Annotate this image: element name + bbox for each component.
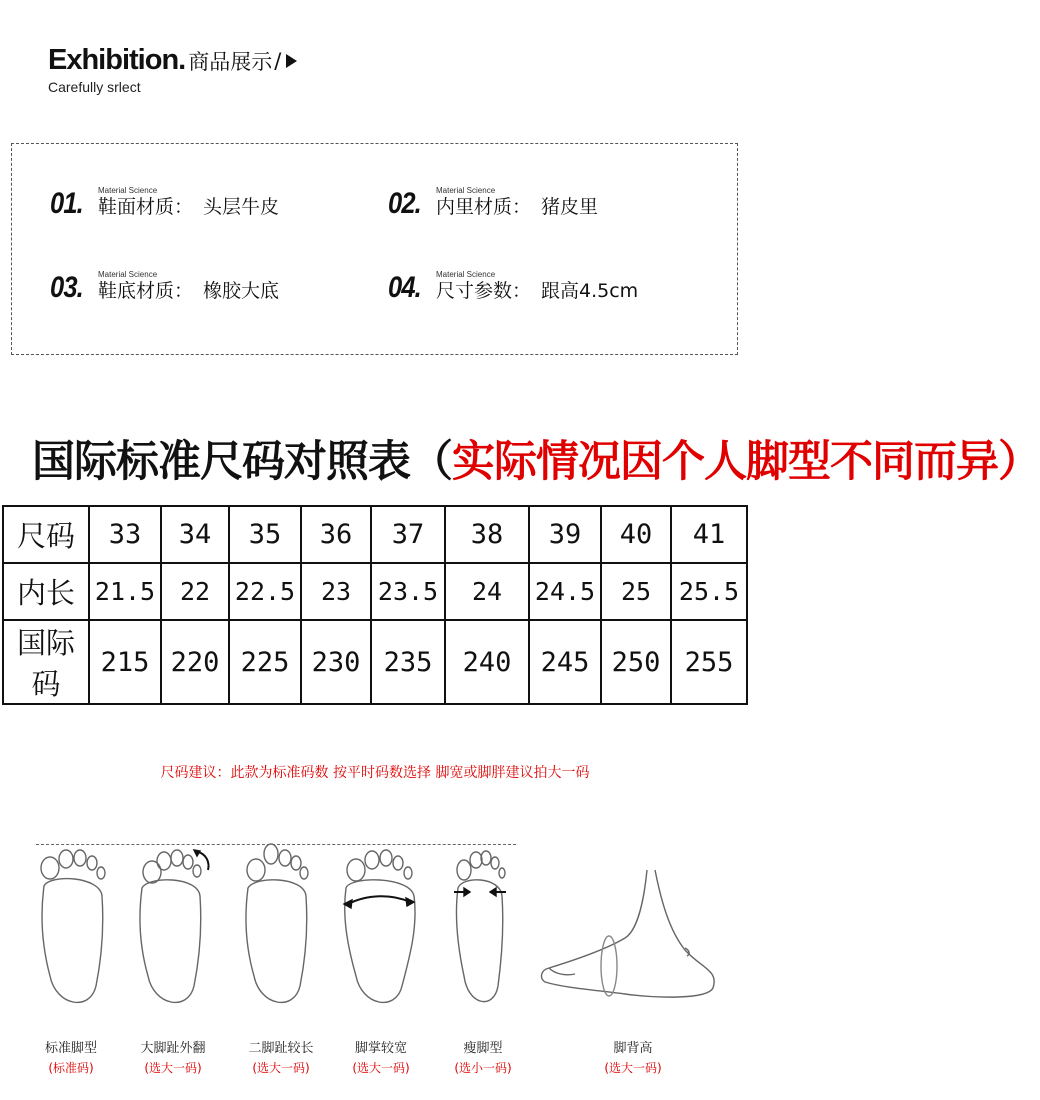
table-cell: 22: [161, 563, 229, 620]
table-cell: 24: [445, 563, 529, 620]
table-row-size: [3, 506, 747, 563]
foot-type-tip: (选小一码): [454, 1061, 512, 1075]
spec-value: 跟高4.5cm: [541, 280, 639, 302]
table-cell: 250: [601, 620, 671, 704]
foot-type-label: [16, 1040, 126, 1078]
foot-type-tip: (选大一码): [144, 1061, 202, 1075]
spec-label: 尺寸参数：: [436, 280, 532, 302]
table-row-inner-length: [3, 563, 747, 620]
row-head: 国际码: [3, 620, 89, 704]
spec-tiny-caption: Material Science: [436, 270, 496, 279]
table-cell: 235: [371, 620, 445, 704]
header-title-dot: .: [178, 44, 187, 76]
table-cell: 230: [301, 620, 371, 704]
table-cell: 25.5: [671, 563, 747, 620]
spec-tiny-caption: Material Science: [98, 270, 158, 279]
header-subtitle: Carefully srlect: [48, 79, 141, 95]
table-cell: 24.5: [529, 563, 601, 620]
table-cell: 240: [445, 620, 529, 704]
foot-type-label: [226, 1040, 336, 1078]
foot-type-tip: (选大一码): [252, 1061, 310, 1075]
spec-number: 01.: [50, 187, 83, 220]
foot-outline-icon: [440, 846, 526, 1016]
table-row-intl-size: [3, 620, 747, 704]
spec-label: 鞋底材质：: [98, 280, 194, 302]
table-cell: 38: [445, 506, 529, 563]
table-cell: 33: [89, 506, 161, 563]
play-triangle-icon: [286, 54, 297, 68]
foot-type-name: 脚掌较宽: [354, 1041, 407, 1056]
foot-type-name: 大脚趾外翻: [140, 1041, 206, 1056]
table-cell: 225: [229, 620, 301, 704]
foot-outline-icon: [236, 846, 322, 1016]
spec-label: 内里材质：: [436, 196, 532, 218]
spec-number: 02.: [388, 187, 421, 220]
toe-guide-line: [36, 844, 516, 845]
foot-type-label: [428, 1040, 538, 1078]
table-cell: 23.5: [371, 563, 445, 620]
table-cell: 41: [671, 506, 747, 563]
spec-tiny-caption: Material Science: [98, 186, 158, 195]
table-cell: 35: [229, 506, 301, 563]
table-cell: 39: [529, 506, 601, 563]
table-cell: 245: [529, 620, 601, 704]
table-cell: 40: [601, 506, 671, 563]
page-header: [48, 44, 688, 104]
table-cell: 21.5: [89, 563, 161, 620]
size-chart-title-main: 国际标准尺码对照表（: [32, 436, 452, 487]
spec-value: 猪皮里: [541, 196, 599, 218]
foot-type-label: [118, 1040, 228, 1078]
table-cell: 37: [371, 506, 445, 563]
table-cell: 34: [161, 506, 229, 563]
spec-number: 03.: [50, 271, 83, 304]
spec-item-sole: [50, 270, 279, 303]
size-advice: 尺码建议：此款为标准码数 按平时码数选择 脚宽或脚胖建议拍大一码: [160, 765, 590, 781]
foot-type-name: 二脚趾较长: [248, 1041, 314, 1056]
spec-value: 头层牛皮: [203, 196, 280, 218]
foot-type-label: [326, 1040, 436, 1078]
header-title-slash: /: [274, 48, 282, 73]
spec-item-size: [388, 270, 638, 303]
foot-type-name: 脚背高: [613, 1041, 653, 1056]
size-chart-table: [2, 505, 748, 705]
material-spec-box: [11, 143, 738, 355]
size-chart-title-note: 实际情况因个人脚型不同而异）: [452, 436, 1040, 487]
foot-outline-icon: [338, 846, 424, 1016]
table-cell: 25: [601, 563, 671, 620]
foot-type-name: 瘦脚型: [463, 1041, 503, 1056]
spec-value: 橡胶大底: [203, 280, 280, 302]
foot-side-outline-icon: [535, 860, 735, 1010]
spec-label: 鞋面材质：: [98, 196, 194, 218]
foot-type-tip: (选大一码): [352, 1061, 410, 1075]
foot-outline-icon: [130, 846, 216, 1016]
table-cell: 23: [301, 563, 371, 620]
row-head: 内长: [3, 563, 89, 620]
foot-type-name: 标准脚型: [44, 1041, 97, 1056]
table-cell: 36: [301, 506, 371, 563]
table-cell: 255: [671, 620, 747, 704]
spec-item-lining: [388, 186, 598, 219]
foot-type-tip: (标准码): [48, 1061, 94, 1075]
table-cell: 22.5: [229, 563, 301, 620]
foot-type-tip: (选大一码): [604, 1061, 662, 1075]
spec-tiny-caption: Material Science: [436, 186, 496, 195]
spec-item-upper: [50, 186, 279, 219]
foot-type-label: [578, 1040, 688, 1078]
size-chart-title: [32, 418, 1040, 498]
header-title-cn: 商品展示: [188, 49, 273, 74]
header-title-row: [48, 44, 688, 77]
spec-number: 04.: [388, 271, 421, 304]
table-cell: 215: [89, 620, 161, 704]
table-cell: 220: [161, 620, 229, 704]
foot-outline-icon: [30, 846, 116, 1016]
row-head: 尺码: [3, 506, 89, 563]
header-title-en: Exhibition: [48, 44, 179, 76]
